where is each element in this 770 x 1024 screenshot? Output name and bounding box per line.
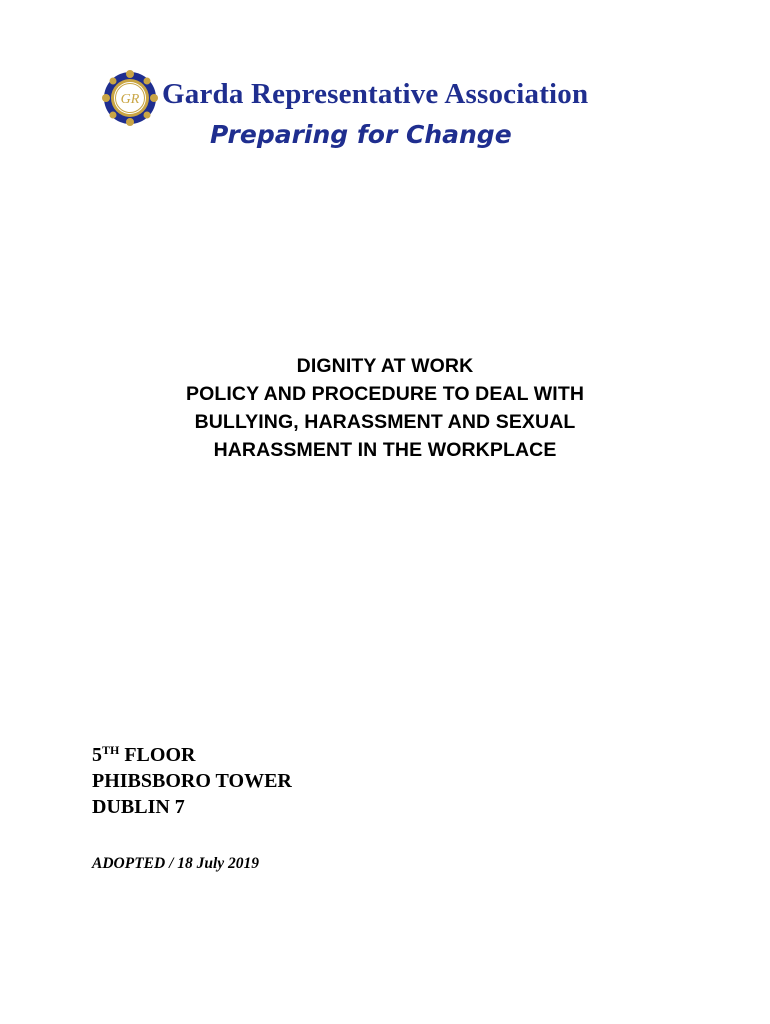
title-line: BULLYING, HARASSMENT AND SEXUAL bbox=[194, 411, 576, 433]
title-line: DIGNITY AT WORK bbox=[296, 355, 474, 377]
garda-crest-icon bbox=[100, 70, 160, 126]
floor-suffix: TH bbox=[102, 743, 120, 757]
adoption-date: ADOPTED / 18 July 2019 bbox=[92, 855, 260, 872]
title-line: POLICY AND PROCEDURE TO DEAL WITH bbox=[185, 383, 585, 405]
address-city: DUBLIN 7 bbox=[92, 796, 185, 818]
title-line: HARASSMENT IN THE WORKPLACE bbox=[213, 439, 557, 461]
floor-number: 5 bbox=[92, 744, 102, 766]
document-header bbox=[100, 70, 680, 160]
address-block bbox=[92, 742, 292, 820]
crest-initials: GR bbox=[120, 92, 140, 107]
address-floor bbox=[92, 742, 292, 768]
document-title bbox=[0, 352, 770, 464]
organization-name: Garda Representative Association bbox=[162, 78, 589, 110]
address-building: PHIBSBORO TOWER bbox=[92, 770, 292, 792]
tagline: Preparing for Change bbox=[210, 120, 512, 149]
floor-word: FLOOR bbox=[124, 744, 196, 766]
